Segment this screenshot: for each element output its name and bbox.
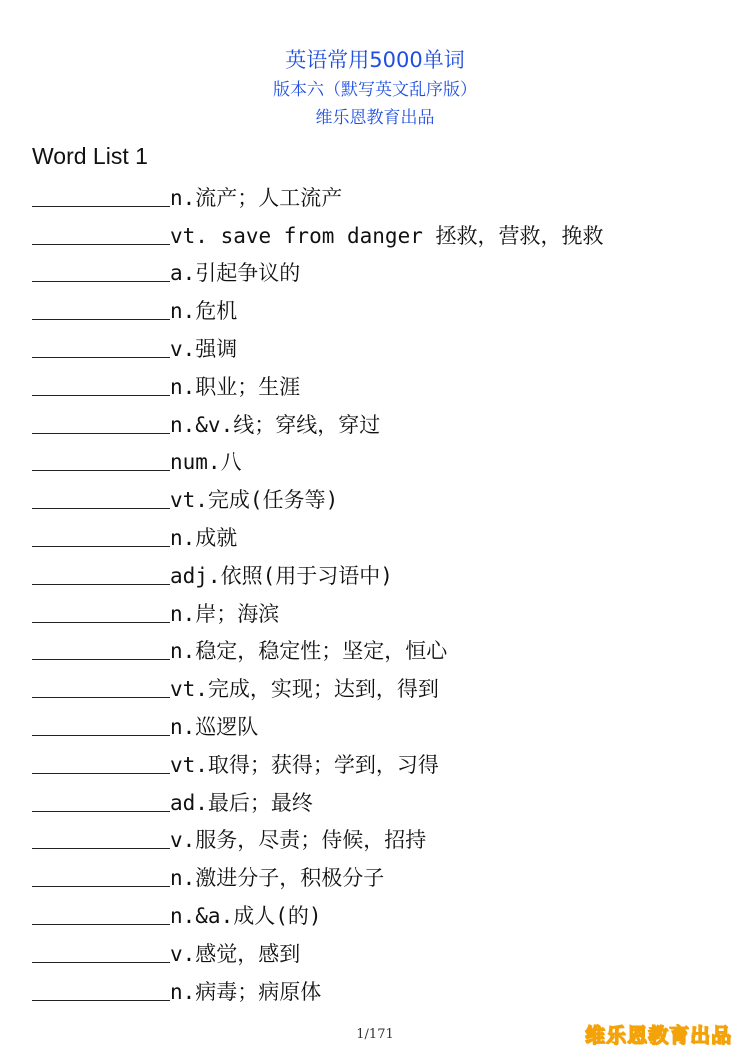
word-entry bbox=[32, 516, 732, 554]
answer-blank bbox=[32, 432, 170, 434]
word-definition: n.成就 bbox=[170, 525, 238, 550]
document-title: 英语常用5000单词 bbox=[285, 48, 465, 72]
word-entry bbox=[32, 289, 732, 327]
answer-blank bbox=[32, 999, 170, 1001]
word-entry bbox=[32, 743, 732, 781]
word-entry bbox=[32, 252, 732, 290]
answer-blank bbox=[32, 507, 170, 509]
word-definition: v.感觉，感到 bbox=[170, 941, 301, 966]
word-definition: num.八 bbox=[170, 450, 242, 475]
word-entry bbox=[32, 176, 732, 214]
word-definition: adj.依照(用于习语中) bbox=[170, 563, 393, 588]
word-definition: n.巡逻队 bbox=[170, 714, 259, 739]
word-definition: vt. save from danger 拯救，营救，挽救 bbox=[170, 223, 604, 248]
answer-blank bbox=[32, 545, 170, 547]
answer-blank bbox=[32, 318, 170, 320]
document-subtitle: 版本六（默写英文乱序版） bbox=[273, 80, 477, 100]
word-definition: a.引起争议的 bbox=[170, 261, 301, 286]
word-entry bbox=[32, 932, 732, 970]
word-entry bbox=[32, 667, 732, 705]
word-entry bbox=[32, 441, 732, 479]
word-definition: ad.最后；最终 bbox=[170, 790, 313, 815]
word-entry bbox=[32, 894, 732, 932]
word-definition: n.岸；海滨 bbox=[170, 601, 280, 626]
answer-blank bbox=[32, 356, 170, 358]
document-header bbox=[0, 44, 750, 132]
word-entry bbox=[32, 365, 732, 403]
word-entry bbox=[32, 856, 732, 894]
answer-blank bbox=[32, 243, 170, 245]
word-entry bbox=[32, 705, 732, 743]
answer-blank bbox=[32, 583, 170, 585]
publisher-watermark: 维乐恩教育出品 bbox=[585, 1023, 732, 1047]
answer-blank bbox=[32, 923, 170, 925]
word-definition: n.激进分子，积极分子 bbox=[170, 866, 385, 891]
word-definition: n.病毒；病原体 bbox=[170, 979, 322, 1004]
word-definition: n.&a.成人(的) bbox=[170, 903, 322, 928]
answer-blank bbox=[32, 734, 170, 736]
answer-blank bbox=[32, 394, 170, 396]
answer-blank bbox=[32, 658, 170, 660]
word-entry bbox=[32, 630, 732, 668]
word-entry bbox=[32, 327, 732, 365]
word-definition: n.稳定，稳定性；坚定，恒心 bbox=[170, 639, 448, 664]
answer-blank bbox=[32, 280, 170, 282]
word-entry bbox=[32, 214, 732, 252]
word-list-heading: Word List 1 bbox=[32, 143, 148, 169]
word-definition: n.职业；生涯 bbox=[170, 374, 301, 399]
word-entry bbox=[32, 478, 732, 516]
answer-blank bbox=[32, 961, 170, 963]
word-entry bbox=[32, 403, 732, 441]
word-definition: vt.完成，实现；达到，得到 bbox=[170, 677, 439, 702]
page-number: 1/171 bbox=[356, 1027, 394, 1042]
word-entry bbox=[32, 781, 732, 819]
word-definition: n.危机 bbox=[170, 299, 238, 324]
word-entry bbox=[32, 970, 732, 1008]
word-list bbox=[32, 176, 732, 1008]
word-definition: vt.完成(任务等) bbox=[170, 488, 339, 513]
answer-blank bbox=[32, 621, 170, 623]
word-definition: vt.取得；获得；学到，习得 bbox=[170, 752, 439, 777]
answer-blank bbox=[32, 772, 170, 774]
answer-blank bbox=[32, 885, 170, 887]
word-definition: v.服务，尽责；侍候，招持 bbox=[170, 828, 427, 853]
answer-blank bbox=[32, 847, 170, 849]
answer-blank bbox=[32, 810, 170, 812]
word-entry bbox=[32, 554, 732, 592]
word-definition: v.强调 bbox=[170, 336, 238, 361]
word-definition: n.&v.线；穿线，穿过 bbox=[170, 412, 381, 437]
word-definition: n.流产；人工流产 bbox=[170, 185, 343, 210]
answer-blank bbox=[32, 469, 170, 471]
answer-blank bbox=[32, 696, 170, 698]
publisher-line: 维乐恩教育出品 bbox=[315, 108, 435, 128]
word-entry bbox=[32, 592, 732, 630]
word-entry bbox=[32, 819, 732, 857]
answer-blank bbox=[32, 205, 170, 207]
